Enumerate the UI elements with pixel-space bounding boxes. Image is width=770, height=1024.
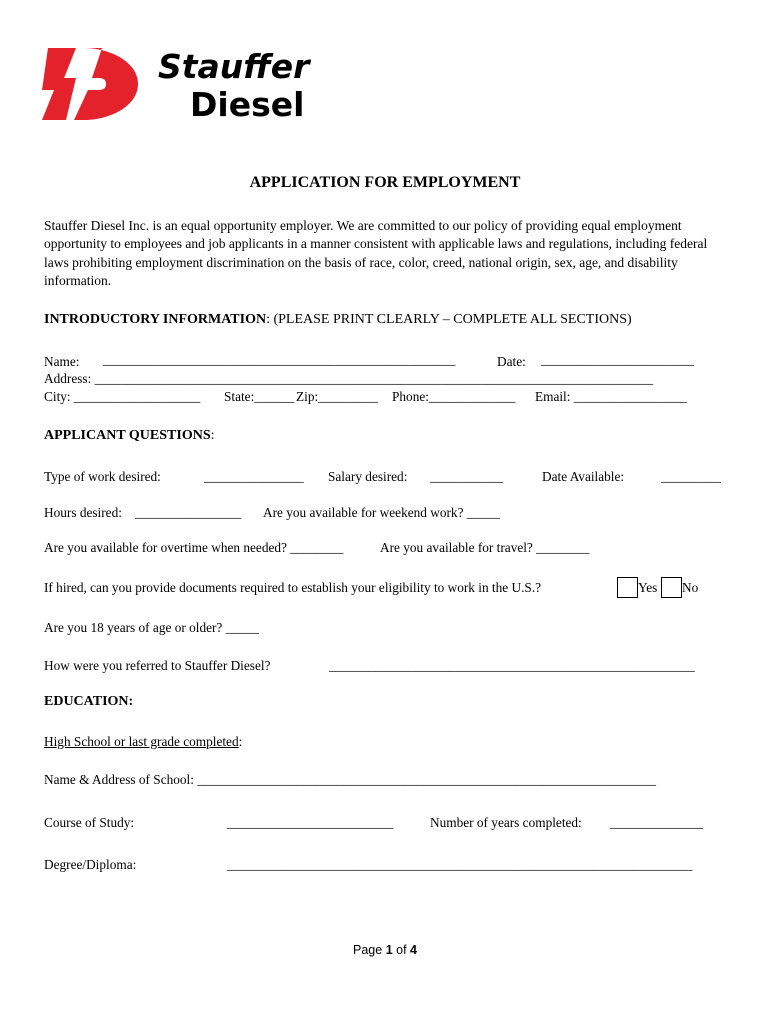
date-available-label: Date Available: [542,469,625,484]
overtime-question[interactable]: Are you available for overtime when needed? ________ [44,540,344,555]
referred-label: How were you referred to Stauffer Diesel? [44,658,271,673]
education-heading: EDUCATION: [44,694,134,709]
no-checkbox[interactable] [661,577,682,598]
name-field[interactable]: _____________________________________________________ [103,352,456,367]
page-title: APPLICATION FOR EMPLOYMENT [249,174,521,191]
stauffer-diesel-logo-mark [40,44,340,124]
high-school-label: High School or last grade completed: [44,734,243,749]
intro-paragraph: Stauffer Diesel Inc. is an equal opportunity employer. We are committed to our policy of providing equal employment opportunity to employees and job applicants in a manner consistent with applicable laws and regulations, including federal laws prohibiting employment discrimination on the basis of race, color, creed, national origin, sex, age, and disability information. [44,218,708,288]
hours-label: Hours desired: [44,505,122,520]
years-label: Number of years completed: [430,815,582,830]
eligibility-question: If hired, can you provide documents required to establish your eligibility to work in the U.S.? [44,580,542,595]
travel-question[interactable]: Are you available for travel? ________ [380,540,590,555]
address-field[interactable]: Address: ____________________________________________________________________________________ [44,371,654,386]
introductory-info-heading: INTRODUCTORY INFORMATION: (PLEASE PRINT CLEARLY – COMPLETE ALL SECTIONS) [44,312,632,327]
date-field[interactable]: _______________________ [541,352,694,367]
salary-label: Salary desired: [328,469,408,484]
date-available-field[interactable]: _________ [661,469,721,484]
svg-text:Stauffer: Stauffer [158,47,310,86]
email-field[interactable]: Email: _________________ [535,389,687,404]
years-field[interactable]: ______________ [610,815,704,830]
course-field[interactable]: _________________________ [227,815,394,830]
company-logo [40,44,340,124]
svg-text:Diesel: Diesel [190,85,305,124]
salary-field[interactable]: ___________ [430,469,504,484]
page-number: Page 1 of 4 [353,943,417,957]
course-label: Course of Study: [44,815,135,830]
zip-field[interactable]: Zip:_________ [296,389,378,404]
no-label: No [682,580,699,595]
yes-label: Yes [638,580,658,595]
name-label: Name: [44,354,80,369]
type-of-work-field[interactable]: _______________ [204,469,304,484]
school-name-field[interactable]: Name & Address of School: _____________________________________________________________________ [44,772,657,787]
weekend-question[interactable]: Are you available for weekend work? _____ [263,505,501,520]
applicant-questions-heading: APPLICANT QUESTIONS: [44,428,215,443]
hours-field[interactable]: ________________ [135,505,242,520]
referred-field[interactable]: _______________________________________________________ [329,658,695,673]
degree-field[interactable]: ______________________________________________________________________ [227,857,693,872]
type-of-work-label: Type of work desired: [44,469,161,484]
date-label: Date: [497,354,526,369]
phone-field[interactable]: Phone:_____________ [392,389,516,404]
age-question[interactable]: Are you 18 years of age or older? _____ [44,620,259,635]
city-field[interactable]: City: ___________________ [44,389,201,404]
yes-checkbox[interactable] [617,577,638,598]
degree-label: Degree/Diploma: [44,857,137,872]
state-field[interactable]: State:______ [224,389,295,404]
